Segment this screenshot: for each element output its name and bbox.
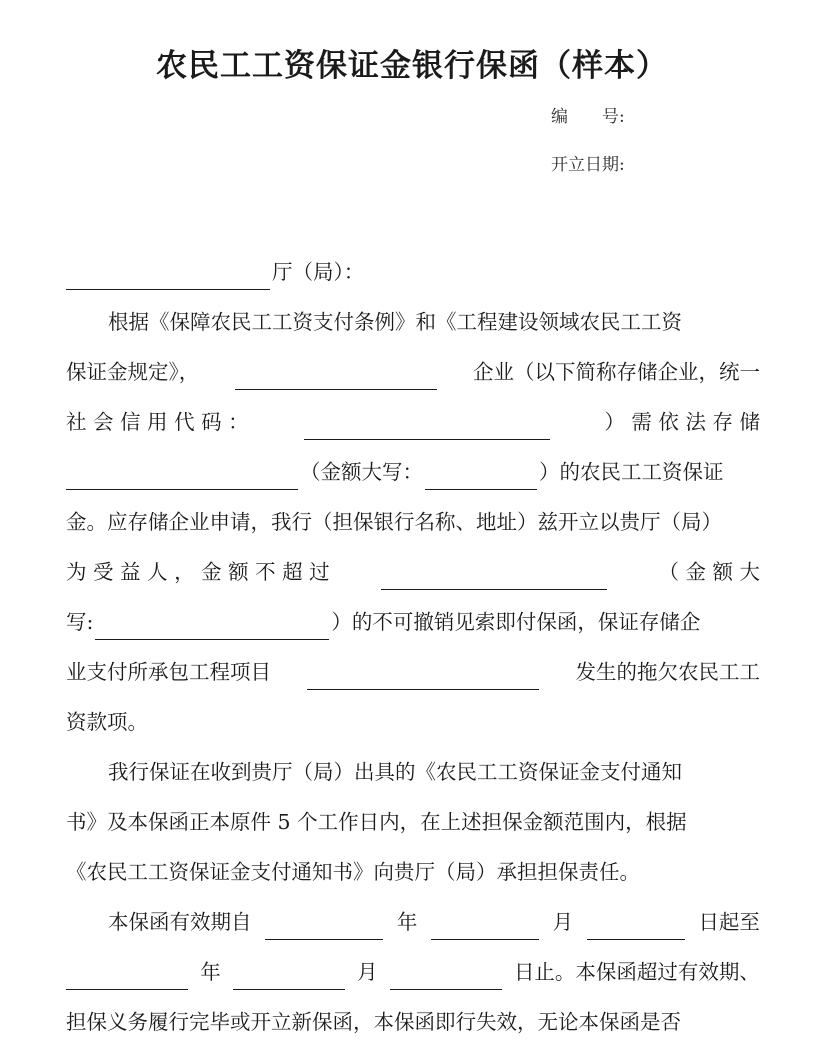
- addressee-line: [66, 254, 760, 290]
- project-name-blank[interactable]: [307, 665, 539, 690]
- paragraph-line: 《农民工工资保证金支付通知书》向贵厅（局）承担担保责任。: [66, 860, 640, 884]
- paragraph-line: 年 月 日止。本保函超过有效期、: [66, 954, 760, 990]
- paragraph-line: 担保义务履行完毕或开立新保函，本保函即行失效，无论本保函是否: [66, 1010, 681, 1034]
- paragraph-line: 写: ）的不可撤销见索即付保函，保证存储企: [66, 604, 760, 640]
- end-month-blank[interactable]: [233, 965, 345, 990]
- paragraph-line: 为 受 益 人 ， 金 额 不 超 过 （ 金 额 大: [66, 554, 760, 590]
- paragraph-line: 保证金规定》， 企业（以下简称存储企业，统一: [66, 354, 760, 390]
- paragraph-line: 金。应存储企业申请，我行（担保银行名称、地址）兹开立以贵厅（局）: [66, 510, 722, 534]
- credit-code-blank[interactable]: [304, 415, 550, 440]
- start-year-blank[interactable]: [265, 915, 383, 940]
- end-year-blank[interactable]: [66, 965, 188, 990]
- start-month-blank[interactable]: [431, 915, 539, 940]
- number-label: 编 号:: [551, 107, 625, 127]
- guarantee-amount-blank[interactable]: [381, 565, 607, 590]
- end-day-blank[interactable]: [390, 965, 502, 990]
- addressee-suffix: 厅（局）：: [272, 260, 365, 284]
- issue-date-label: 开立日期:: [551, 155, 625, 175]
- paragraph-line: 本保函有效期自 年 月 日起至: [66, 904, 760, 940]
- paragraph-line: 资款项。: [66, 710, 148, 734]
- addressee-blank[interactable]: [66, 265, 270, 290]
- paragraph-line: 业支付所承包工程项目 发生的拖欠农民工工: [66, 654, 760, 690]
- paragraph-line: 社 会 信 用 代 码 ： ） 需 依 法 存 储: [66, 404, 760, 440]
- guarantee-amount-words-blank[interactable]: [95, 615, 329, 640]
- page-title: 农民工工资保证金银行保函（样本）: [156, 48, 668, 84]
- paragraph-line: （金额大写： ）的农民工工资保证: [66, 454, 760, 490]
- start-day-blank[interactable]: [587, 915, 685, 940]
- paragraph-line: 书》及本保函正本原件 5 个工作日内，在上述担保金额范围内，根据: [66, 810, 687, 834]
- paragraph-line: 根据《保障农民工工资支付条例》和《工程建设领域农民工工资: [108, 310, 682, 334]
- deposit-amount-blank[interactable]: [66, 465, 298, 490]
- deposit-amount-words-blank[interactable]: [425, 465, 537, 490]
- enterprise-name-blank[interactable]: [235, 365, 437, 390]
- paragraph-line: 我行保证在收到贵厅（局）出具的《农民工工资保证金支付通知: [108, 760, 682, 784]
